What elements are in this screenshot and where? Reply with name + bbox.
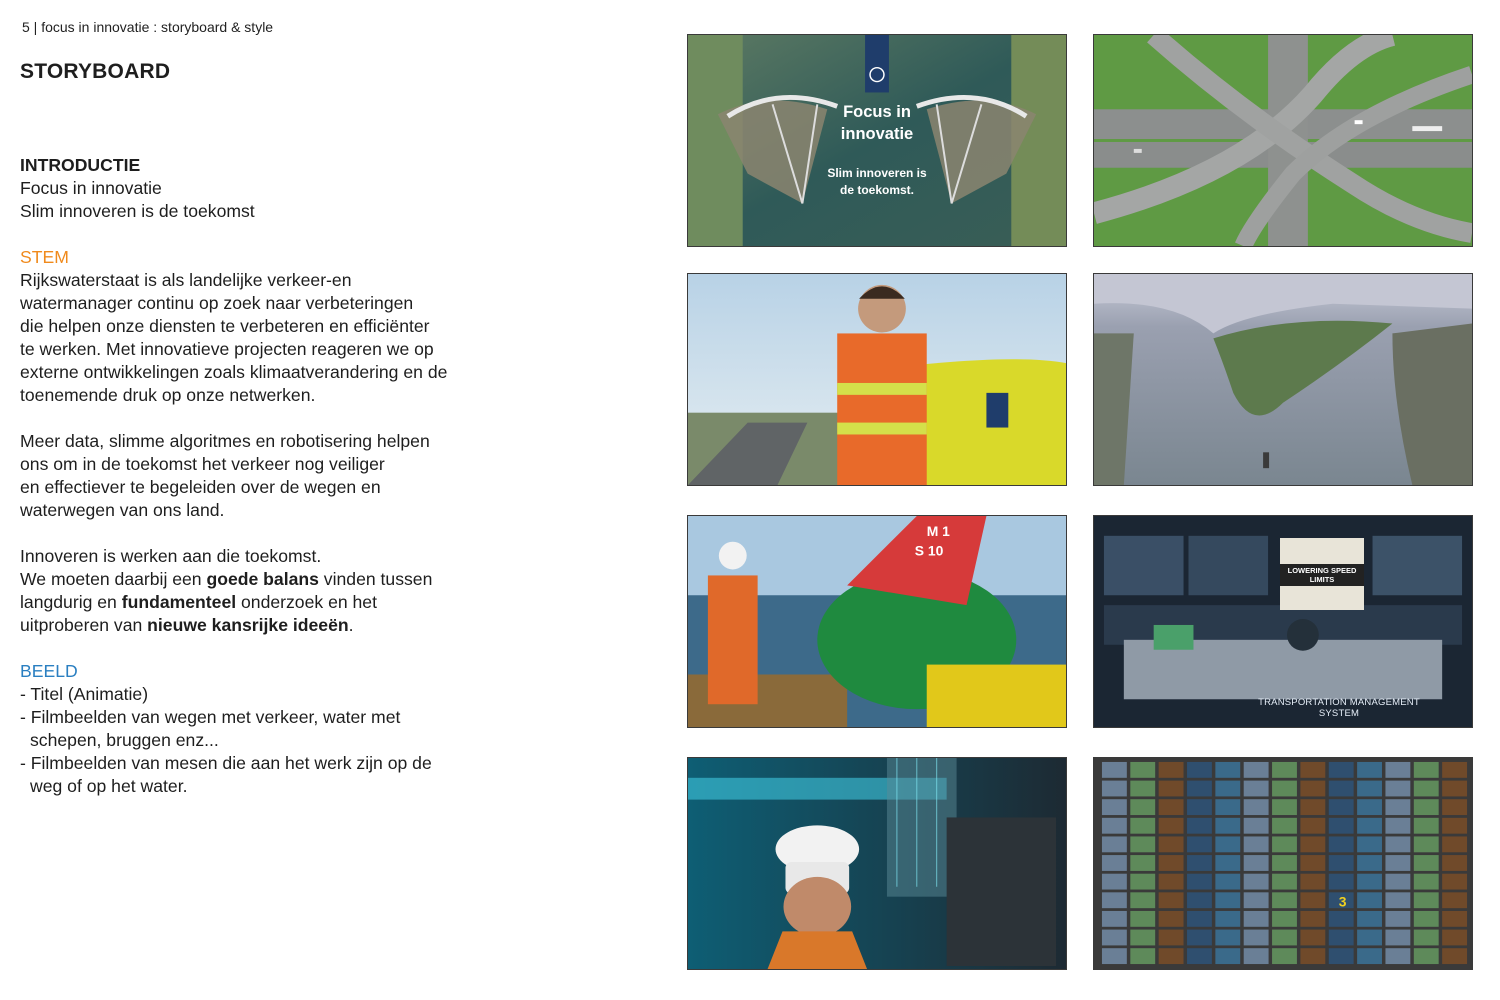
video-wall-tile <box>1385 892 1410 908</box>
speed-limit-screen <box>1280 538 1364 610</box>
video-wall-tile <box>1414 762 1439 778</box>
video-wall-tile <box>1300 930 1325 946</box>
text-run: We moeten daarbij een <box>20 569 207 589</box>
text-run: . <box>348 615 354 635</box>
video-wall-tile <box>1442 762 1467 778</box>
aerial-river-image <box>1094 274 1472 485</box>
video-wall-tile <box>1414 855 1439 871</box>
video-wall-tile <box>1130 892 1155 908</box>
video-wall-tile <box>1414 948 1439 964</box>
video-wall-tile <box>1357 948 1382 964</box>
video-wall-tile <box>1414 818 1439 834</box>
video-wall-tile <box>1329 911 1354 927</box>
video-wall-tile <box>1300 799 1325 815</box>
video-wall-tile <box>1357 874 1382 890</box>
video-wall-tile <box>1357 892 1382 908</box>
video-wall-number: 3 <box>1338 893 1347 910</box>
video-wall-tile <box>1300 855 1325 871</box>
video-wall-tile <box>1414 799 1439 815</box>
video-wall-tile <box>1385 874 1410 890</box>
video-wall-tile <box>1414 874 1439 890</box>
video-wall-tile <box>1272 762 1297 778</box>
video-wall-tile <box>1385 948 1410 964</box>
video-wall-tile <box>1357 818 1382 834</box>
video-wall-tile <box>1300 892 1325 908</box>
video-wall-tile <box>1130 948 1155 964</box>
video-wall-tile <box>1272 874 1297 890</box>
video-wall-tile <box>1414 892 1439 908</box>
stem-line: toenemende druk op onze netwerken. <box>20 385 316 405</box>
video-wall-tile <box>1130 911 1155 927</box>
video-wall-tile <box>1130 874 1155 890</box>
stem-line: te werken. Met innovatieve projecten reageren we op <box>20 339 434 359</box>
video-wall-tile <box>1159 930 1184 946</box>
video-wall-tile <box>1385 836 1410 852</box>
page-title: STORYBOARD <box>20 60 171 83</box>
video-wall-tile <box>1102 892 1127 908</box>
video-wall-tile <box>1385 781 1410 797</box>
emphasis-text: fundamenteel <box>121 592 237 612</box>
video-wall-tile <box>1130 836 1155 852</box>
stem-line: die helpen onze diensten te verbeteren en efficiënter <box>20 316 430 336</box>
video-wall-tile <box>1187 855 1212 871</box>
video-wall-tile <box>1215 762 1240 778</box>
video-wall-tile <box>1187 911 1212 927</box>
overlay-title-line: Focus in <box>843 103 911 121</box>
video-wall-tile <box>1329 799 1354 815</box>
video-wall-tile <box>1272 781 1297 797</box>
video-wall-tile <box>1244 818 1269 834</box>
storyboard-text <box>20 154 620 798</box>
video-wall-tile <box>1244 948 1269 964</box>
video-wall-tile <box>1414 930 1439 946</box>
beeld-item: - Filmbeelden van wegen met verkeer, water met <box>20 707 401 727</box>
video-wall-tile <box>1300 948 1325 964</box>
intro-line: Slim innoveren is de toekomst <box>20 201 255 221</box>
video-wall-tile <box>1187 892 1212 908</box>
video-wall-tile <box>1385 930 1410 946</box>
thumbnail-buoy-maintenance <box>687 515 1067 728</box>
speed-limit-label: LOWERING SPEED LIMITS <box>1280 564 1364 586</box>
video-wall-tile <box>1329 818 1354 834</box>
overlay-subtitle <box>688 165 1066 199</box>
beeld-item: weg of op het water. <box>30 776 188 796</box>
video-wall-tile <box>1244 836 1269 852</box>
video-wall-tile <box>1272 836 1297 852</box>
video-wall-tile <box>1215 892 1240 908</box>
thumbnail-highway-interchange <box>1093 34 1473 247</box>
video-wall-tile <box>1357 855 1382 871</box>
video-wall-tile <box>1102 874 1127 890</box>
video-wall-tile <box>1244 930 1269 946</box>
video-wall-tile <box>1187 948 1212 964</box>
video-wall-tile <box>1329 874 1354 890</box>
video-wall-tile <box>1357 930 1382 946</box>
overlay-subtitle-line: Slim innoveren is <box>827 166 927 180</box>
video-wall-tile <box>1442 799 1467 815</box>
video-wall-tile <box>1159 781 1184 797</box>
video-wall-tile <box>1102 911 1127 927</box>
video-wall-tile <box>1442 874 1467 890</box>
video-wall-tile <box>1300 911 1325 927</box>
video-wall-tile <box>1272 948 1297 964</box>
video-wall-tile <box>1272 911 1297 927</box>
video-wall-tile <box>1244 855 1269 871</box>
video-wall-tile <box>1414 781 1439 797</box>
video-wall-tile <box>1357 911 1382 927</box>
stem-line: en effectiever te begeleiden over de wegen en <box>20 477 381 497</box>
video-wall-tile <box>1244 892 1269 908</box>
video-wall-tile <box>1102 855 1127 871</box>
video-wall-tile <box>1215 855 1240 871</box>
stem-line: Rijkswaterstaat is als landelijke verkeer-en <box>20 270 352 290</box>
text-run: vinden tussen <box>318 569 433 589</box>
video-wall-tile <box>1244 799 1269 815</box>
video-wall-tile <box>1244 781 1269 797</box>
video-wall-tile <box>1385 762 1410 778</box>
video-wall-tile <box>1187 781 1212 797</box>
video-wall-tile <box>1442 781 1467 797</box>
video-wall-tile <box>1187 799 1212 815</box>
video-wall-tile <box>1385 799 1410 815</box>
beeld-item: schepen, bruggen enz... <box>30 730 219 750</box>
video-wall-tile <box>1329 781 1354 797</box>
video-wall-tile <box>1215 930 1240 946</box>
video-wall-tile <box>1215 948 1240 964</box>
video-wall-tile <box>1385 818 1410 834</box>
video-wall-image <box>1094 758 1472 969</box>
video-wall-tile <box>1442 948 1467 964</box>
intro-line: Focus in innovatie <box>20 178 162 198</box>
stem-line <box>20 568 620 591</box>
video-wall-tile <box>1357 836 1382 852</box>
video-wall-tile <box>1130 930 1155 946</box>
video-wall-tile <box>1215 836 1240 852</box>
stem-line: Meer data, slimme algoritmes en robotisering helpen <box>20 431 430 451</box>
video-wall-tile <box>1357 781 1382 797</box>
buoy-label: M 1 <box>926 522 950 539</box>
video-wall-tile <box>1215 818 1240 834</box>
video-wall-tile <box>1102 930 1127 946</box>
video-wall-tile <box>1244 911 1269 927</box>
video-wall-tile <box>1215 911 1240 927</box>
text-run: onderzoek en het <box>236 592 377 612</box>
video-wall-tile <box>1272 855 1297 871</box>
video-wall-tile <box>1130 762 1155 778</box>
video-wall-tile <box>1272 892 1297 908</box>
video-wall-tile <box>1159 874 1184 890</box>
video-wall-tile <box>1215 799 1240 815</box>
video-wall-tile <box>1357 762 1382 778</box>
thumbnail-control-room <box>1093 515 1473 728</box>
video-wall-tile <box>1102 948 1127 964</box>
stem-line <box>20 614 620 637</box>
thumbnail-aerial-river <box>1093 273 1473 486</box>
video-wall-tile <box>1414 836 1439 852</box>
video-wall-tile <box>1244 762 1269 778</box>
video-wall-tile <box>1215 781 1240 797</box>
stem-line: ons om in de toekomst het verkeer nog veiliger <box>20 454 385 474</box>
video-wall-tile <box>1300 836 1325 852</box>
video-wall-tile <box>1414 911 1439 927</box>
emphasis-text: goede balans <box>206 569 319 589</box>
video-wall-tile <box>1159 855 1184 871</box>
video-wall-tile <box>1102 799 1127 815</box>
video-wall-tile <box>1300 818 1325 834</box>
video-wall-tile <box>1187 762 1212 778</box>
video-wall-tile <box>1130 818 1155 834</box>
buoy-label: S 10 <box>914 542 944 559</box>
buoy-maintenance-image <box>688 516 1066 727</box>
stem-line: Innoveren is werken aan die toekomst. <box>20 546 322 566</box>
video-wall-tile <box>1329 930 1354 946</box>
video-wall-tile <box>1329 948 1354 964</box>
video-wall-tile <box>1300 781 1325 797</box>
control-room-caption: TRANSPORTATION MANAGEMENT SYSTEM <box>1258 697 1420 719</box>
video-wall-tile <box>1329 762 1354 778</box>
overlay-subtitle-line: de toekomst. <box>839 183 914 197</box>
video-wall-tile <box>1442 855 1467 871</box>
video-wall-tile <box>1130 781 1155 797</box>
beeld-item: - Titel (Animatie) <box>20 684 149 704</box>
video-wall-tile <box>1102 818 1127 834</box>
video-wall-tile <box>1272 818 1297 834</box>
video-wall-tile <box>1442 892 1467 908</box>
video-wall-tile <box>1159 836 1184 852</box>
video-wall-tile <box>1187 930 1212 946</box>
video-wall-tile <box>1159 762 1184 778</box>
text-run: langdurig en <box>20 592 122 612</box>
video-wall-tile <box>1215 874 1240 890</box>
emphasis-text: nieuwe kansrijke ideeën <box>147 615 349 635</box>
video-wall-tile <box>1357 799 1382 815</box>
video-wall-tile <box>1442 911 1467 927</box>
overlay-title <box>688 101 1066 145</box>
video-wall-tile <box>1442 930 1467 946</box>
video-wall-tile <box>1244 874 1269 890</box>
video-wall-tile <box>1187 818 1212 834</box>
thumbnail-video-wall <box>1093 757 1473 970</box>
highway-interchange-image <box>1094 35 1472 246</box>
video-wall-tile <box>1442 818 1467 834</box>
video-wall-tile <box>1272 930 1297 946</box>
vr-engineer-image <box>688 758 1066 969</box>
video-wall-tile <box>1187 836 1212 852</box>
thumbnail-road-inspector <box>687 273 1067 486</box>
road-inspector-image <box>688 274 1066 485</box>
video-wall-tile <box>1442 836 1467 852</box>
beeld-item: - Filmbeelden van mesen die aan het werk zijn op de <box>20 753 432 773</box>
video-wall-tile <box>1159 911 1184 927</box>
video-wall-tile <box>1159 799 1184 815</box>
video-wall-tile <box>1329 855 1354 871</box>
stem-line: externe ontwikkelingen zoals klimaatverandering en de <box>20 362 448 382</box>
video-wall-tile <box>1385 855 1410 871</box>
video-wall-tile <box>1272 799 1297 815</box>
text-run: uitproberen van <box>20 615 148 635</box>
overlay-title-line: innovatie <box>840 125 914 143</box>
intro-heading: INTRODUCTIE <box>20 155 141 175</box>
stem-heading: STEM <box>20 247 69 267</box>
thumbnail-vr-engineer <box>687 757 1067 970</box>
page-header: 5 | focus in innovatie : storyboard & style <box>22 19 274 35</box>
video-wall-tile <box>1130 855 1155 871</box>
video-wall-tile <box>1102 762 1127 778</box>
video-wall-tile <box>1130 799 1155 815</box>
video-wall-tile <box>1102 836 1127 852</box>
title-overlay <box>688 35 1066 246</box>
video-wall-tile <box>1159 818 1184 834</box>
video-wall-tile <box>1300 874 1325 890</box>
video-wall-tile <box>1385 911 1410 927</box>
video-wall-tile <box>1159 948 1184 964</box>
stem-line: watermanager continu op zoek naar verbeteringen <box>20 293 414 313</box>
video-wall-tile <box>1159 892 1184 908</box>
video-wall-tile <box>1187 874 1212 890</box>
video-wall-tile <box>1329 836 1354 852</box>
stem-line: waterwegen van ons land. <box>20 500 225 520</box>
video-wall-tile <box>1300 762 1325 778</box>
thumbnail-title-animation <box>687 34 1067 247</box>
beeld-heading: BEELD <box>20 661 78 681</box>
video-wall-tile <box>1102 781 1127 797</box>
stem-line <box>20 591 620 614</box>
